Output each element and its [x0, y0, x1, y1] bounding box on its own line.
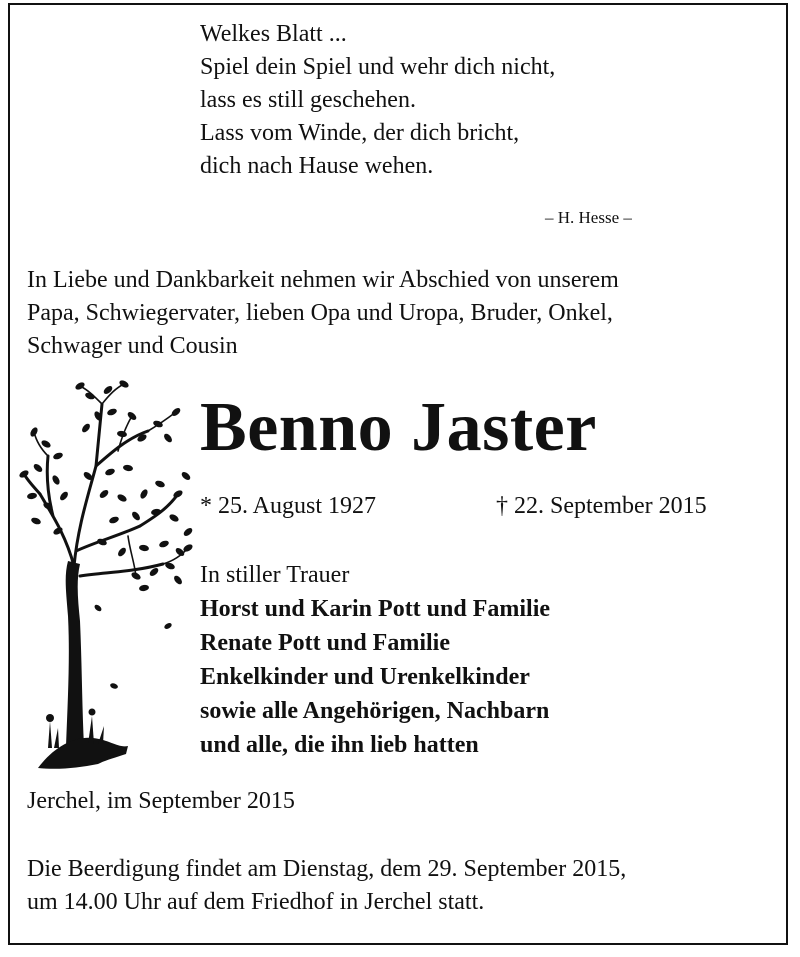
- poem-line: lass es still geschehen.: [200, 87, 416, 113]
- funeral-line: um 14.00 Uhr auf dem Friedhof in Jerchel statt.: [27, 889, 485, 915]
- tree-silhouette-icon: [18, 376, 196, 776]
- poem: [200, 18, 555, 183]
- deceased-name: Benno Jaster: [200, 389, 597, 466]
- poem-line: Welkes Blatt ...: [200, 21, 347, 47]
- intro-text: [27, 264, 619, 363]
- funeral-notice: [27, 853, 626, 919]
- intro-line: Schwager und Cousin: [27, 333, 238, 359]
- mourners-list: [200, 558, 550, 762]
- death-date: † 22. September 2015: [496, 493, 707, 519]
- mourner-entry: Renate Pott und Familie: [200, 630, 450, 656]
- poem-line: dich nach Hause wehen.: [200, 153, 434, 179]
- intro-line: Papa, Schwiegervater, lieben Opa und Uropa, Bruder, Onkel,: [27, 300, 613, 326]
- place-date: Jerchel, im September 2015: [27, 788, 295, 814]
- birth-date: * 25. August 1927: [200, 493, 377, 519]
- mourners-heading: In stiller Trauer: [200, 562, 350, 588]
- funeral-line: Die Beerdigung findet am Dienstag, dem 29. September 2015,: [27, 856, 627, 882]
- mourner-entry: Horst und Karin Pott und Familie: [200, 596, 551, 622]
- mourner-entry: Enkelkinder und Urenkelkinder: [200, 664, 530, 690]
- poem-author: – H. Hesse –: [545, 208, 632, 227]
- poem-line: Spiel dein Spiel und wehr dich nicht,: [200, 54, 556, 80]
- mourner-entry: und alle, die ihn lieb hatten: [200, 732, 479, 758]
- poem-line: Lass vom Winde, der dich bricht,: [200, 120, 520, 146]
- mourner-entry: sowie alle Angehörigen, Nachbarn: [200, 698, 550, 724]
- intro-line: In Liebe und Dankbarkeit nehmen wir Abschied von unserem: [27, 267, 619, 293]
